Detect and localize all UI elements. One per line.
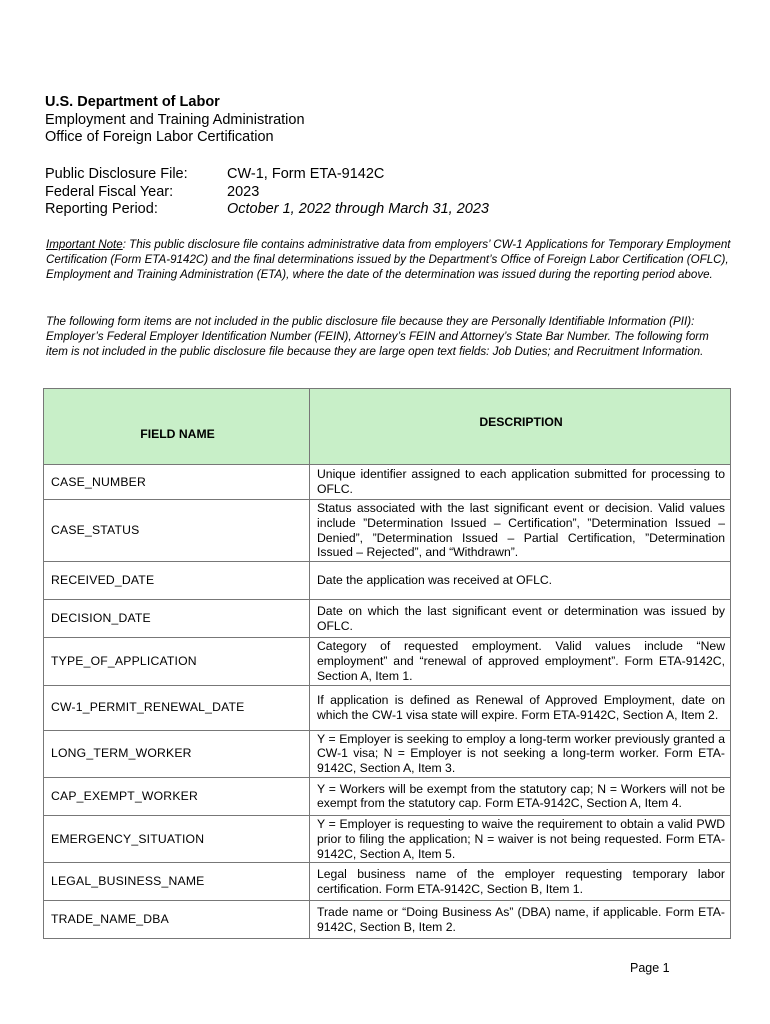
table-row [44,600,731,638]
pii-note: The following form items are not included in the public disclosure file because they are Personally Identifiable Information (PII): Employer’s Federal Employer Identification Number (FEIN), Attorney’s FEIN and Attorney’s State Bar Number. The following form item is not included in the public disclosure file because they are large open text fields: Job Duties; and Recruitment Information. [46,315,709,358]
important-note [46,237,731,282]
field-name-cell: RECEIVED_DATE [44,562,310,600]
table-row [44,562,731,600]
meta-value: October 1, 2022 through March 31, 2023 [227,201,489,217]
header-block [45,94,305,147]
field-name-cell: CASE_STATUS [44,500,310,562]
description-cell: Unique identifier assigned to each application submitted for processing to OFLC. [310,465,731,500]
description-cell: If application is defined as Renewal of Approved Employment, date on which the CW-1 visa state will expire. Form ETA-9142C, Section A, Item 2. [310,685,731,730]
meta-label: Public Disclosure File: [45,166,188,182]
description-cell: Status associated with the last significant event or decision. Valid values include ”Determination Issued – Certification”, ”Determination Issued – Denied”, ”Determination Issued – Partial Certification, ”Determination Issued – Rejected”, and “Withdrawn”. [310,500,731,562]
table-row [44,730,731,777]
office-name: Office of Foreign Labor Certification [45,129,274,145]
description-header: DESCRIPTION [310,389,731,465]
meta-label: Reporting Period: [45,201,158,217]
field-name-cell: CASE_NUMBER [44,465,310,500]
table-row [44,863,731,901]
table-row [44,500,731,562]
file-metadata [45,166,489,219]
description-cell: Y = Workers will be exempt from the statutory cap; N = Workers will not be exempt from the statutory cap. Form ETA-9142C, Section A, Item 4. [310,777,731,815]
description-cell: Trade name or “Doing Business As” (DBA) name, if applicable. Form ETA-9142C, Section B, Item 2. [310,901,731,939]
field-name-cell: EMERGENCY_SITUATION [44,815,310,862]
table-row [44,777,731,815]
meta-row [45,201,489,219]
table-row [44,465,731,500]
field-name-cell: CW-1_PERMIT_RENEWAL_DATE [44,685,310,730]
page-number: Page 1 [630,961,670,975]
department-name: U.S. Department of Labor [45,94,220,110]
field-name-cell: LEGAL_BUSINESS_NAME [44,863,310,901]
table-row [44,638,731,685]
field-name-cell: DECISION_DATE [44,600,310,638]
meta-value: CW-1, Form ETA-9142C [227,166,385,182]
field-definitions-table [43,388,731,939]
table-row [44,815,731,862]
field-name-cell: TYPE_OF_APPLICATION [44,638,310,685]
description-cell: Date on which the last significant event or determination was issued by OFLC. [310,600,731,638]
description-cell: Y = Employer is requesting to waive the requirement to obtain a valid PWD prior to filing the application; N = waiver is not being requested. Form ETA-9142C, Section A, Item 5. [310,815,731,862]
description-cell: Category of requested employment. Valid values include “New employment” and “renewal of approved employment”. Form ETA-9142C, Section A, Item 1. [310,638,731,685]
description-cell: Y = Employer is seeking to employ a long-term worker previously granted a CW-1 visa; N = Employer is not seeking a long-term worker. Form ETA-9142C, Section A, Item 3. [310,730,731,777]
meta-value: 2023 [227,183,260,200]
table-header-row [44,389,731,465]
administration-name: Employment and Training Administration [45,111,305,128]
table-row [44,685,731,730]
description-cell: Date the application was received at OFLC. [310,562,731,600]
field-name-header: FIELD NAME [44,389,310,465]
important-note-text: : This public disclosure file contains administrative data from employers’ CW-1 Applications for Temporary Employment Certification (Form ETA-9142C) and the final determinations issued by the Department’s Office of Foreign Labor Certification (OFLC), Employment and Training Administration (ETA), where the date of the determination was issued during the reporting period above. [46,238,731,281]
meta-row [45,166,489,184]
meta-row [45,184,489,202]
field-name-cell: LONG_TERM_WORKER [44,730,310,777]
important-note-label: Important Note [46,238,123,251]
meta-label: Federal Fiscal Year: [45,183,174,200]
field-name-cell: CAP_EXEMPT_WORKER [44,777,310,815]
description-cell: Legal business name of the employer requesting temporary labor certification. Form ETA-9142C, Section B, Item 1. [310,863,731,901]
table-row [44,901,731,939]
field-name-cell: TRADE_NAME_DBA [44,901,310,939]
